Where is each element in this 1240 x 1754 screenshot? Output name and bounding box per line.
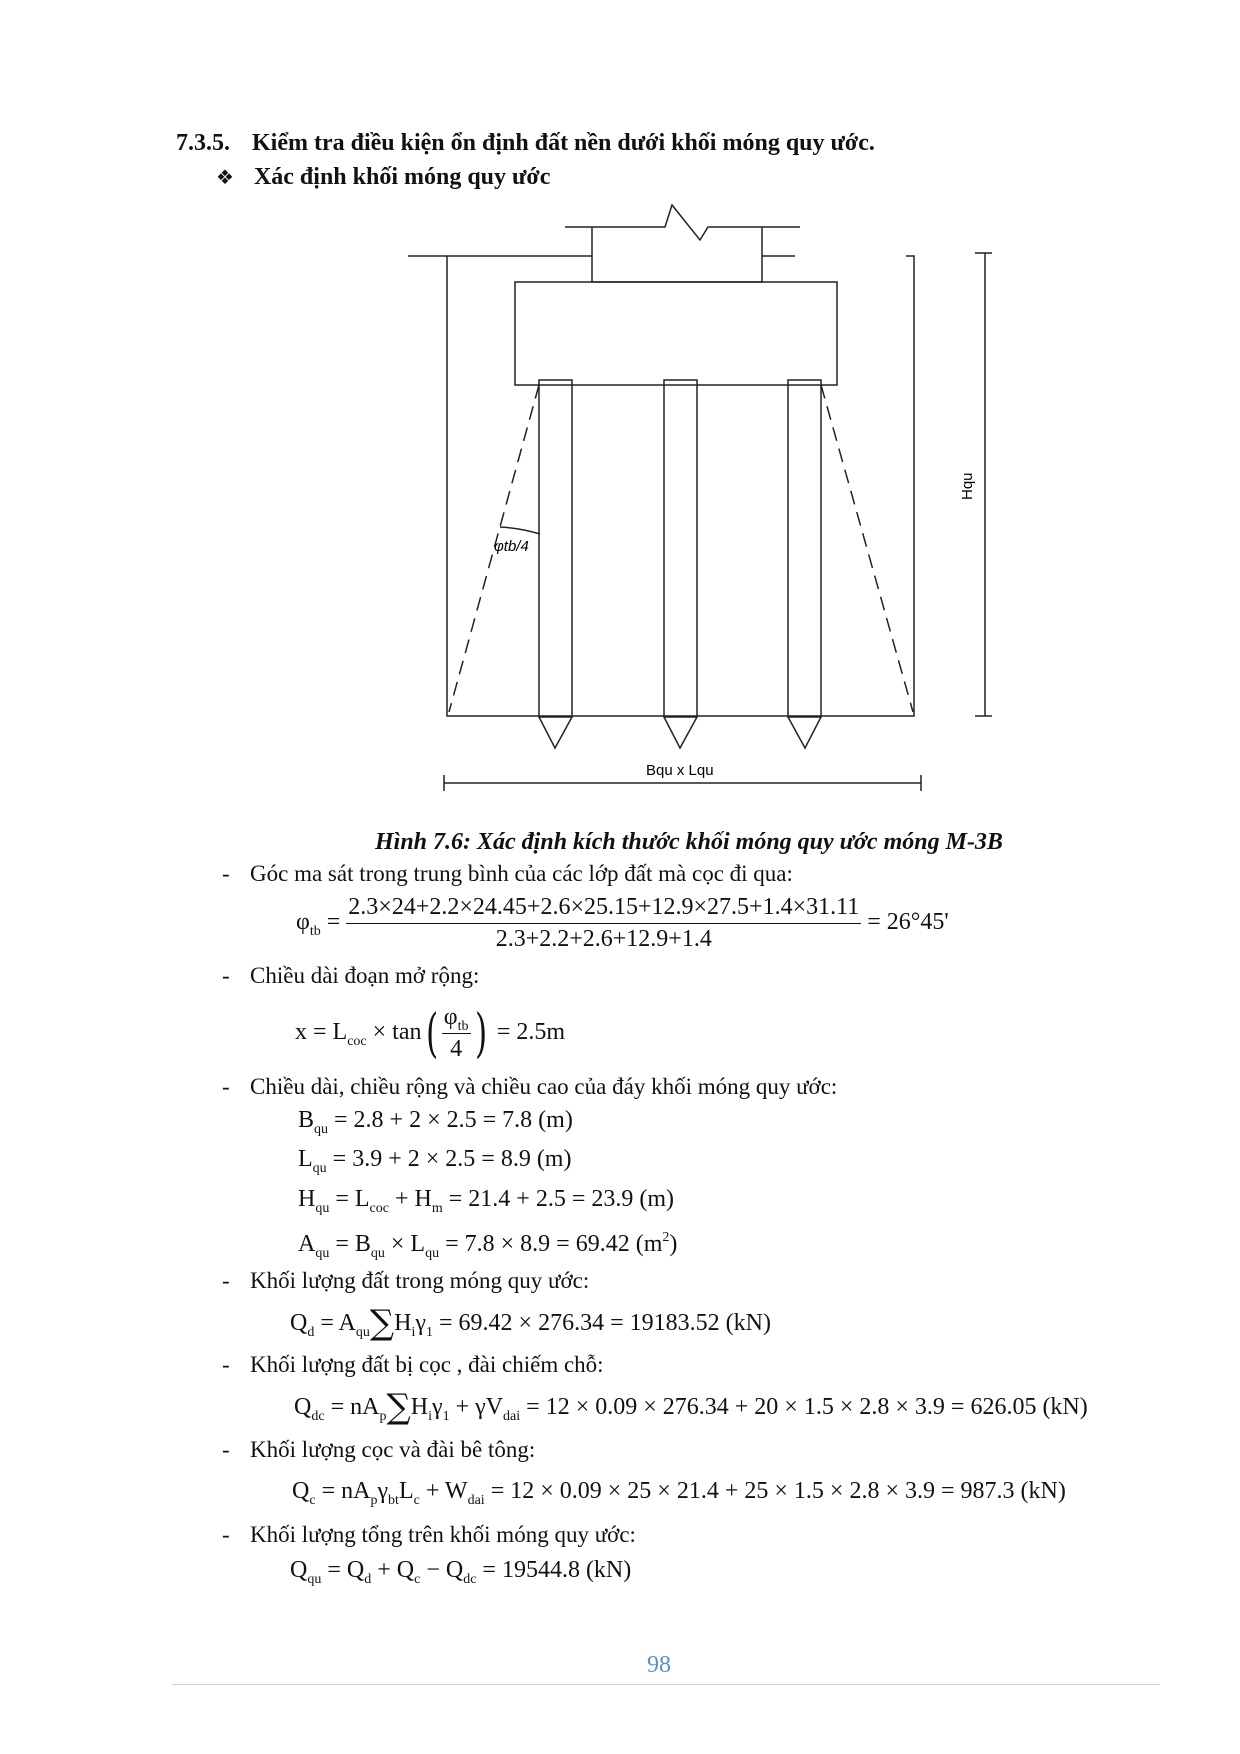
bqu-lqu-label: Bqu x Lqu xyxy=(646,762,714,779)
equation-bqu: $B_{qu} = 2.8 + 2 \times 2.5 = 7.8$ (m) xyxy=(298,1107,573,1137)
list-item: - Khối lượng đất bị cọc , đài chiếm chỗ: xyxy=(222,1352,604,1377)
list-item: - Khối lượng tổng trên khối móng quy ước: xyxy=(222,1522,636,1547)
pile-left xyxy=(539,380,572,717)
equation-hqu: $H_{qu} = L_{coc} + H_m = 21.4 + 2.5 = 23.9$ (m) xyxy=(298,1186,675,1216)
pile-tip-middle xyxy=(664,717,697,748)
equation-aqu: $A_{qu} = B_{qu} \times L_{qu} = 7.8 \times 8.9 = 69.42$ $(m^2)$ xyxy=(298,1230,678,1261)
angle-arc xyxy=(500,527,540,534)
hqu-label: Hqu xyxy=(959,472,976,500)
block-outline xyxy=(447,256,914,716)
hqu-dimension-line xyxy=(975,253,992,716)
pile-right xyxy=(788,380,821,717)
foundation-diagram xyxy=(0,0,1240,800)
column-outline xyxy=(592,227,762,282)
equation-qdc: $Q_{dc} = nA_p\sum H_i\gamma_1 + \gamma V_{dai} = 12 \times 0.09 \times 276.34 + 20 \times 1.5 \times 2.8 \times 3.9 = 626.05$ (kN) xyxy=(294,1387,1088,1427)
phi-fraction: $\frac{2.3\times 24+2.2\times 24.45+2.6\times 25.15+12.9\times 27.5+1.4\times 31.11}{2.3+2.2+2.6+12.9+1.4}$ xyxy=(348,894,860,952)
section-number: 7.3.5. xyxy=(176,130,230,156)
equation-phi: $\varphi_{tb}$ = $\frac{2.3\times 24+2.2\times 24.45+2.6\times 25.15+12.9\times 27.5+1.4\times 31.11}{2.3+2.2+2.6+12.9+1.4}$ = 26°45' xyxy=(296,894,949,952)
angle-label: φtb/4 xyxy=(494,538,529,555)
column-break-line xyxy=(565,205,800,240)
list-item: - Chiều dài đoạn mở rộng: xyxy=(222,963,480,988)
equation-qc: $Q_c = nA_p\gamma_{bt}L_c + W_{dai} = 12 \times 0.09 \times 25 \times 21.4 + 25 \times 1.5 \times 2.8 \times 3.9 = 987.3$ (kN) xyxy=(292,1478,1066,1508)
pile-tip-right xyxy=(788,717,821,748)
section-title: Kiểm tra điều kiện ổn định đất nền dưới khối móng quy ước. xyxy=(252,130,875,156)
page-number: 98 xyxy=(647,1652,671,1678)
diamond-bullet-icon: ❖ xyxy=(216,165,234,189)
list-item: - Chiều dài, chiều rộng và chiều cao của đáy khối móng quy ước: xyxy=(222,1074,838,1099)
pile-middle xyxy=(664,380,697,717)
subheading-text: Xác định khối móng quy ước xyxy=(253,164,551,190)
pile-cap xyxy=(515,282,837,385)
figure-caption: Hình 7.6: Xác định kích thước khối móng quy ước móng M-3B xyxy=(375,829,1003,855)
pile-tip-left xyxy=(539,717,572,748)
list-item: - Góc ma sát trong trung bình của các lớp đất mà cọc đi qua: xyxy=(222,861,793,886)
equation-lqu: $L_{qu} = 3.9 + 2 \times 2.5 = 8.9$ (m) xyxy=(298,1146,572,1176)
equation-qqu: $Q_{qu} = Q_d + Q_c - Q_{dc} = 19544.8$ (kN) xyxy=(290,1557,632,1587)
list-item: - Khối lượng đất trong móng quy ước: xyxy=(222,1268,590,1293)
equation-qd: $Q_d = A_{qu}\sum H_i\gamma_1 = 69.42 \times 276.34 = 19183.52$ (kN) xyxy=(290,1303,771,1343)
list-item: - Khối lượng cọc và đài bê tông: xyxy=(222,1437,536,1462)
footer-divider xyxy=(172,1684,1160,1685)
equation-x: $x = L_{coc} \times \tan$( $\frac{\varphi_{tb}}{4}$ ) = 2.5m xyxy=(295,1003,566,1064)
spread-line-right xyxy=(821,385,913,712)
